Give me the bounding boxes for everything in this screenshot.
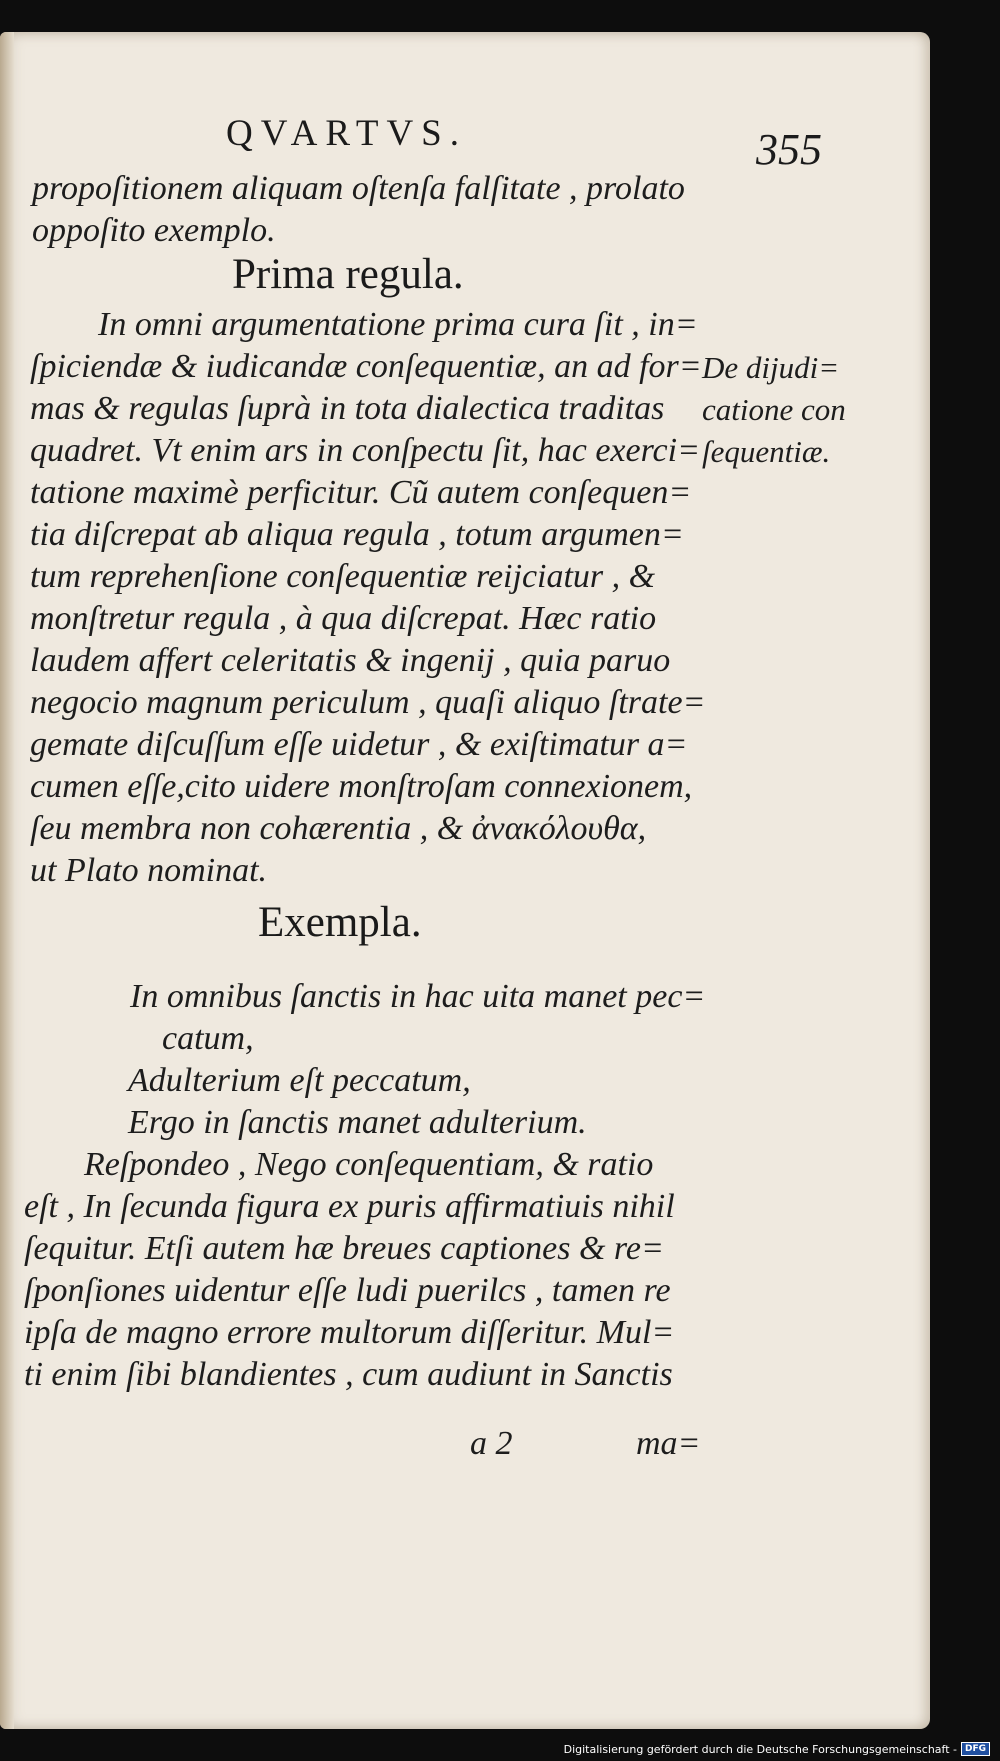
- rule-line: negocio magnum periculum , quaſi aliquo ſtrate=: [30, 684, 706, 721]
- page-number: 355: [756, 125, 822, 174]
- book-page: [0, 32, 930, 1729]
- response-line: eſt , In ſecunda figura ex puris affirmatiuis nihil: [24, 1188, 675, 1225]
- rule-line: laudem affert celeritatis & ingenij , quia paruo: [30, 642, 671, 679]
- example-line: Adulterium eſt peccatum,: [128, 1062, 471, 1099]
- catchword: ma=: [636, 1425, 701, 1462]
- rule-line: tatione maximè perficitur. Cũ autem conſequen=: [30, 474, 692, 511]
- intro-line: oppoſito exemplo.: [32, 212, 276, 249]
- heading-exempla: Exempla.: [258, 899, 422, 946]
- credit-text: Digitalisierung gefördert durch die Deutsche Forschungsgemeinschaft -: [563, 1742, 957, 1756]
- rule-line: mas & regulas ſuprà in tota dialectica traditas: [30, 390, 665, 427]
- response-line: ipſa de magno errore multorum diſſeritur. Mul=: [24, 1314, 675, 1351]
- rule-line: ut Plato nominat.: [30, 852, 268, 889]
- example-line: catum,: [162, 1020, 254, 1057]
- rule-line: tum reprehenſione conſequentiæ reijciatur , &: [30, 558, 656, 595]
- example-line: In omnibus ſanctis in hac uita manet pec=: [130, 978, 706, 1015]
- margin-note-line: catione con: [702, 392, 846, 427]
- margin-note-line: De dijudi=: [702, 350, 840, 385]
- rule-line: monſtretur regula , à qua diſcrepat. Hæc ratio: [30, 600, 657, 637]
- intro-line: propoſitionem aliquam oſtenſa falſitate , prolato: [32, 170, 685, 207]
- page-spine-shadow: [0, 32, 14, 1729]
- digitization-credit: [564, 1742, 990, 1756]
- rule-line: In omni argumentatione prima cura ſit , in=: [98, 306, 698, 343]
- rule-line: quadret. Vt enim ars in conſpectu ſit, hac exerci=: [30, 432, 701, 469]
- margin-note-line: ſequentiæ.: [702, 434, 831, 469]
- rule-line: tia diſcrepat ab aliqua regula , totum argumen=: [30, 516, 684, 553]
- example-line: Ergo in ſanctis manet adulterium.: [128, 1104, 587, 1141]
- response-line: ſponſiones uidentur eſſe ludi puerilcs , tamen re: [24, 1272, 671, 1309]
- response-line: Reſpondeo , Nego conſequentiam, & ratio: [84, 1146, 654, 1183]
- dfg-logo-icon: DFG: [961, 1742, 990, 1756]
- rule-line: gemate diſcuſſum eſſe uidetur , & exiſtimatur a=: [30, 726, 688, 763]
- heading-prima-regula: Prima regula.: [232, 251, 464, 298]
- rule-line: cumen eſſe,cito uidere monſtroſam connexionem,: [30, 768, 693, 805]
- signature-mark: a 2: [470, 1425, 513, 1462]
- response-line: ti enim ſibi blandientes , cum audiunt in Sanctis: [24, 1356, 673, 1393]
- rule-line: ſeu membra non cohærentia , & ἀνακόλουθα,: [30, 810, 647, 847]
- rule-line: ſpiciendæ & iudicandæ conſequentiæ, an ad for=: [30, 348, 702, 385]
- running-title: QVARTVS.: [226, 113, 467, 154]
- response-line: ſequitur. Etſi autem hæ breues captiones & re=: [24, 1230, 664, 1267]
